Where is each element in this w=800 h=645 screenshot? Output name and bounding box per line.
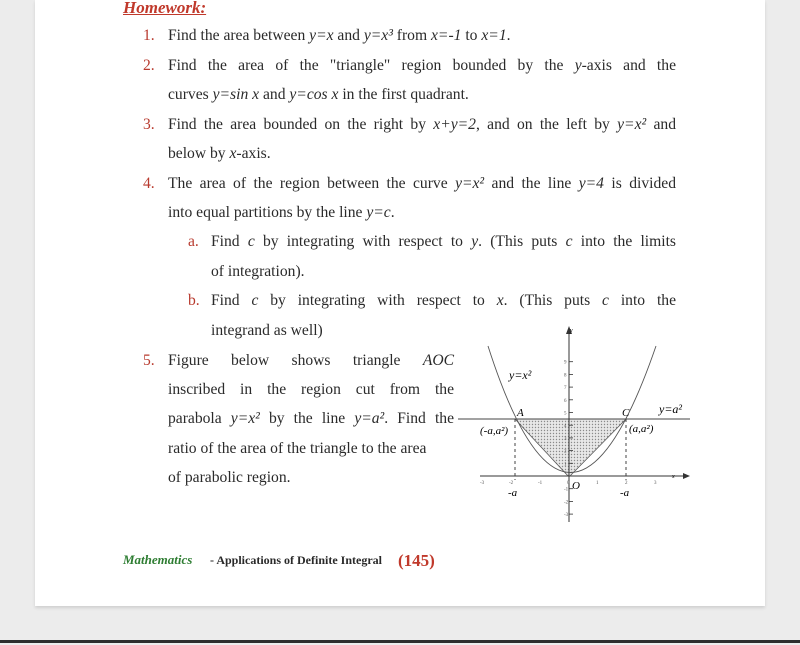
math-expression: y <box>471 233 479 250</box>
problem-5-line: ratio of the area of the triangle to the area <box>168 440 427 457</box>
x-axis-label: x <box>672 474 675 480</box>
item-number: b. <box>188 292 200 309</box>
item-number: 4. <box>143 175 155 192</box>
right-coord-label: (a,a²) <box>629 423 654 435</box>
item-number: 2. <box>143 57 155 74</box>
y-tick-label: -1 <box>564 487 569 493</box>
y-tick-label: 7 <box>564 386 567 392</box>
math-expression: y=cos x <box>289 86 339 103</box>
footer-subject: Mathematics <box>123 552 193 567</box>
y-tick-label: 2 <box>564 449 567 455</box>
math-expression: y=a² <box>354 410 385 427</box>
math-expression: x <box>496 292 504 309</box>
problem-1-line: Find the area between y=x and y=x³ from x=-1 to x=1. <box>168 27 511 44</box>
math-expression: y=x³ <box>363 27 393 44</box>
homework-heading: Homework: <box>123 0 207 17</box>
math-expression: c <box>602 292 609 309</box>
x-tick-label: -1 <box>538 481 543 486</box>
math-expression: y=sin x <box>212 86 260 103</box>
math-expression: y=c <box>366 204 391 221</box>
math-expression: y=4 <box>578 175 604 192</box>
y-tick-label: -3 <box>564 513 569 519</box>
math-expression: x=-1 <box>431 27 462 44</box>
page-number: (145) <box>398 551 435 570</box>
right-x-label: -a <box>620 487 630 499</box>
x-tick-label: -2 <box>509 481 514 486</box>
y-tick-label: 9 <box>564 360 567 366</box>
subpart-a-line: Find c by integrating with respect to y. (This puts c into the limits <box>211 233 676 250</box>
math-expression: c <box>247 233 255 250</box>
problem-2-line: Find the area of the "triangle" region bounded by the y-axis and the <box>168 57 676 74</box>
y-axis-label: y <box>570 328 573 334</box>
x-tick-label: -3 <box>480 481 485 486</box>
point-o-label: O <box>572 480 580 492</box>
math-expression: y=x² <box>455 175 485 192</box>
y-tick-label: 6 <box>564 398 567 404</box>
y-tick-label: -2 <box>564 500 569 506</box>
y-tick-label: 8 <box>564 373 567 379</box>
x-tick-label: 2 <box>625 481 628 486</box>
subpart-a-line: of integration). <box>211 263 305 280</box>
problem-5-line: Figure below shows triangle AOC <box>168 352 454 369</box>
subpart-b-line: integrand as well) <box>211 322 323 339</box>
math-expression: c <box>251 292 259 309</box>
triangle-aoc-shading <box>515 419 626 477</box>
math-expression: c <box>565 233 573 250</box>
math-expression: y=x <box>309 27 334 44</box>
x-tick-label: 0 <box>567 481 570 486</box>
problem-5-line: parabola y=x² by the line y=a². Find the <box>168 410 454 427</box>
math-expression: y=x² <box>230 410 260 427</box>
left-coord-label: (-a,a²) <box>480 425 509 437</box>
subpart-b-line: Find c by integrating with respect to x. (This puts c into the <box>211 292 677 309</box>
y-tick-label: 1 <box>564 462 567 468</box>
math-expression: x <box>229 145 237 162</box>
item-number: 3. <box>143 116 155 133</box>
problem-3-line: below by x-axis. <box>168 145 271 162</box>
x-axis-arrow-icon <box>683 473 690 479</box>
left-x-label: -a <box>508 487 518 499</box>
problem-5-line: of parabolic region. <box>168 469 291 486</box>
item-number: a. <box>188 233 199 250</box>
x-tick-label: 3 <box>654 481 657 486</box>
point-c-label: C <box>622 407 630 419</box>
item-number: 1. <box>143 27 155 44</box>
y-tick-label: 3 <box>564 436 567 442</box>
math-expression: x=1 <box>481 27 507 44</box>
math-expression: y=x² <box>617 116 647 133</box>
math-expression: y <box>574 57 582 74</box>
problem-4-line: into equal partitions by the line y=c. <box>168 204 395 221</box>
problem-5-line: inscribed in the region cut from the <box>168 381 454 398</box>
problem-4-line: The area of the region between the curve y=x² and the line y=4 is divided <box>168 175 676 192</box>
math-expression: AOC <box>422 352 454 369</box>
curve-label: y=x² <box>509 368 532 382</box>
x-tick-label: 1 <box>596 481 599 486</box>
item-number: 5. <box>143 352 155 369</box>
footer-title: - Applications of Definite Integral <box>210 553 382 567</box>
y-tick-label: 5 <box>564 411 567 417</box>
point-a-label: A <box>517 407 524 419</box>
math-expression: x+y=2 <box>433 116 476 133</box>
problem-3-line: Find the area bounded on the right by x+y=2, and on the left by y=x² and <box>168 116 676 133</box>
problem-2-line: curves y=sin x and y=cos x in the first quadrant. <box>168 86 469 103</box>
line-label: y=a² <box>659 402 683 416</box>
y-tick-label: 4 <box>564 424 567 430</box>
